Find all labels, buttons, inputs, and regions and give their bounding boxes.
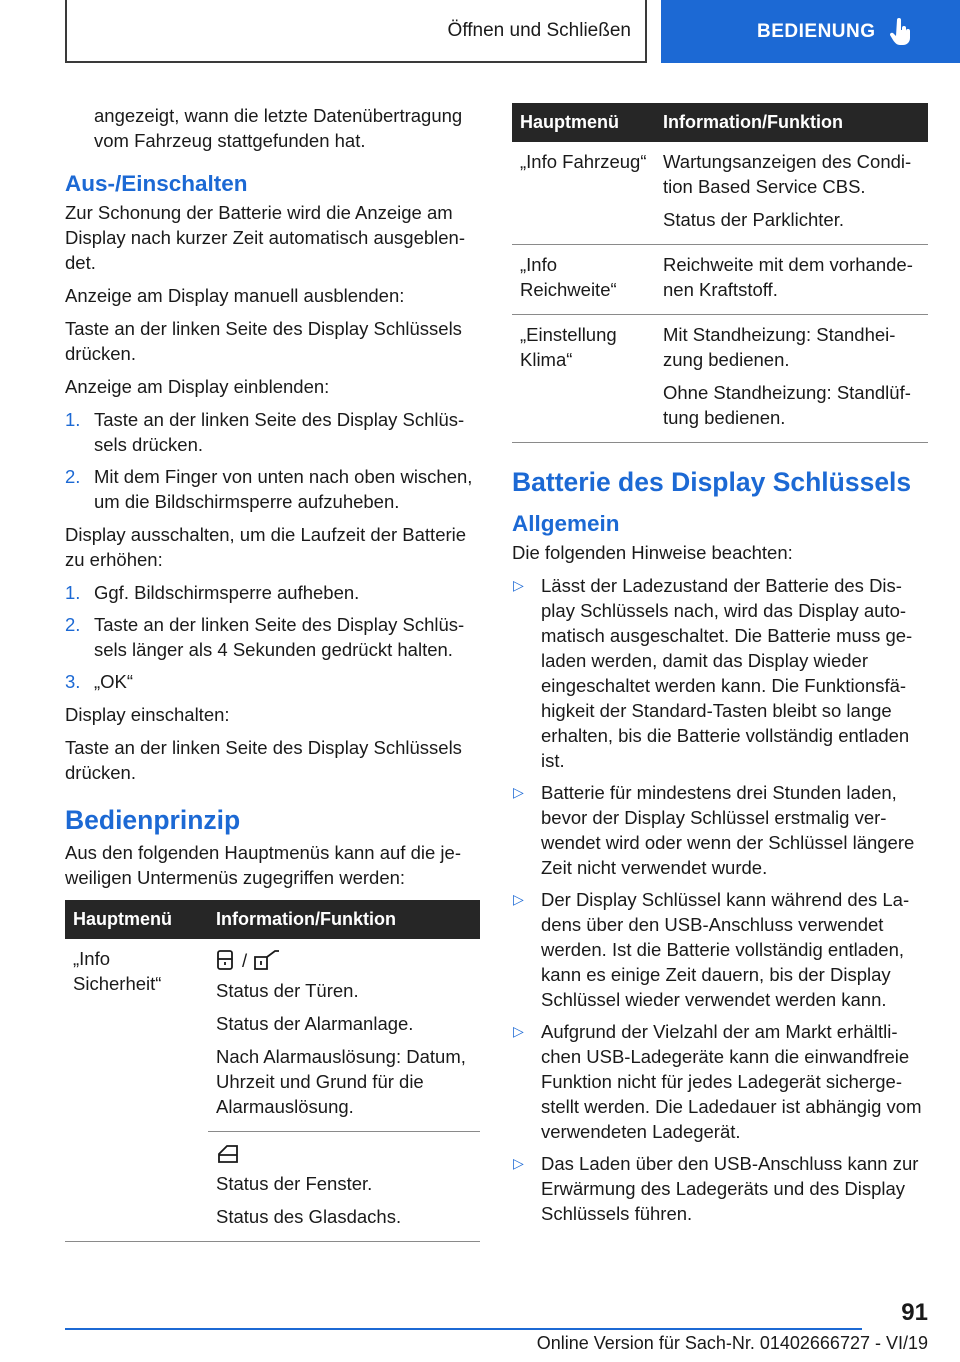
intro-text: angezeigt, wann die letzte Datenübertragung vom Fahrzeug stattgefunden hat. [94, 105, 463, 151]
bullet-marker: ▷ [513, 891, 524, 907]
table-header-function: Information/Funktion [655, 103, 928, 142]
list-text: Taste an der linken Seite des Display Schlüssels drücken. [94, 409, 465, 455]
paragraph: Display ausschalten, um die Laufzeit der Batterie zu erhöhen: [65, 524, 467, 570]
bullet-marker: ▷ [513, 1023, 524, 1039]
list-item [512, 780, 928, 880]
function-line: Status der Parklichter. [663, 209, 844, 230]
list-item [512, 573, 928, 773]
list-item [65, 612, 480, 662]
list-number: 1. [65, 409, 81, 430]
table-cell-function [655, 315, 928, 443]
header-section-title [65, 0, 647, 63]
list-text: Lässt der Ladezustand der Batterie des Display Schlüssels nach, wird das Display automatisch ausgeschaltet. Die Batterie muss geladen werden, damit das Display wieder eingeschaltet werden kann. Die Funktionsfähigkeit der Standard-Tasten bleibt so lange erhalten, bis die Batterie vollständig entladen ist. [541, 575, 913, 771]
heading-allgemein: Allgemein [512, 511, 620, 536]
function-line: Status der Türen. [216, 980, 359, 1001]
function-line: Status der Fenster. [216, 1173, 373, 1194]
list-number: 2. [65, 614, 81, 635]
footer-divider [65, 1328, 862, 1330]
menu-table [65, 900, 480, 1242]
function-line: Wartungsanzeigen des Condition Based Service CBS. [663, 151, 912, 197]
table-cell-function [655, 245, 928, 315]
list-item [512, 887, 928, 1012]
heading-aus-einschalten: Aus-/Einschalten [65, 171, 248, 196]
numbered-list [65, 580, 480, 694]
list-text: Aufgrund der Vielzahl der am Markt erhältlichen USB-Ladegeräte kann die einwandfreie Funktion nicht für jedes Ladegerät sichergestellt werden. Die Ladedauer ist abhängig vom verwendeten Ladegerät. [541, 1021, 922, 1142]
right-column [512, 103, 928, 1234]
table-header-function: Information/Funktion [208, 900, 480, 939]
table-cell-menu: „Info Sicherheit“ [65, 939, 208, 1242]
paragraph: Anzeige am Display einblenden: [65, 376, 330, 397]
list-text: Batterie für mindestens drei Stunden laden, bevor der Display Schlüssel erstmalig verwendet wird oder wenn der Schlüssel längere Zeit nicht verwendet wurde. [541, 782, 915, 878]
table-cell-function [655, 142, 928, 245]
bullet-marker: ▷ [513, 784, 524, 800]
paragraph: Anzeige am Display manuell ausblenden: [65, 285, 405, 306]
list-text: „OK“ [94, 671, 134, 692]
table-cell-menu: „Info Reichweite“ [512, 245, 655, 315]
table-row [65, 939, 480, 1132]
heading-batterie: Batterie des Display Schlüssels [512, 467, 912, 497]
list-text: Das Laden über den USB-Anschluss kann zur Erwärmung des Ladegeräts und des Display Schlüssels führen. [541, 1153, 919, 1224]
list-item [65, 580, 480, 605]
page-number: 91 [901, 1299, 928, 1326]
list-item [65, 464, 480, 514]
list-item [512, 1019, 928, 1144]
table-row [512, 315, 928, 443]
footer-online-version: Online Version für Sach-Nr. 01402666727 - VI/19 [536, 1333, 928, 1353]
window-icon [216, 1142, 240, 1164]
section-title: Öffnen und Schließen [447, 19, 631, 41]
table-cell-function [208, 939, 480, 1132]
list-number: 1. [65, 582, 81, 603]
door-open-icon [253, 949, 281, 971]
paragraph: Die folgenden Hinweise beachten: [512, 542, 793, 563]
chapter-title: BEDIENUNG [757, 20, 876, 42]
paragraph: Zur Schonung der Batterie wird die Anzeige am Display nach kurzer Zeit automatisch ausgeblendet. [65, 202, 466, 273]
paragraph: Aus den folgenden Hauptmenüs kann auf die jeweiligen Untermenüs zugegriffen werden: [65, 842, 461, 888]
bullet-marker: ▷ [513, 1155, 524, 1171]
paragraph: Taste an der linken Seite des Display Schlüssels drücken. [65, 318, 462, 364]
table-row [512, 142, 928, 245]
list-number: 2. [65, 466, 81, 487]
list-text: Mit dem Finger von unten nach oben wischen, um die Bildschirmsperre aufzuheben. [94, 466, 473, 512]
table-row [512, 245, 928, 315]
heading-bedienprinzip: Bedienprinzip [65, 805, 241, 835]
function-line: Status der Alarmanlage. [216, 1013, 414, 1034]
icon-separator: / [242, 949, 248, 971]
list-item [65, 669, 480, 694]
function-line: Mit Standheizung: Standheizung bedienen. [663, 324, 896, 370]
function-line: Ohne Standheizung: Standlüftung bedienen. [663, 382, 911, 428]
paragraph: Taste an der linken Seite des Display Schlüssels drücken. [65, 737, 462, 783]
table-cell-function [208, 1132, 480, 1242]
function-line: Nach Alarmauslösung: Datum, Uhrzeit und Grund für die Alarmauslösung. [216, 1046, 466, 1117]
numbered-list [65, 407, 480, 514]
function-line: Reichweite mit dem vorhandenen Kraftstoff. [663, 254, 913, 300]
hand-pointer-icon [890, 18, 912, 46]
list-item [512, 1151, 928, 1226]
door-closed-icon [216, 949, 236, 971]
table-cell-menu: „Info Fahrzeug“ [512, 142, 655, 245]
header-chapter-tab [661, 0, 960, 63]
list-item [65, 407, 480, 457]
table-header-menu: Hauptmenü [65, 900, 208, 939]
bullet-list [512, 573, 928, 1226]
bullet-marker: ▷ [513, 577, 524, 593]
list-number: 3. [65, 671, 81, 692]
table-cell-menu: „Einstellung Klima“ [512, 315, 655, 443]
list-text: Der Display Schlüssel kann während des Ladens über den USB-Anschluss verwendet werden. Ist die Batterie vollständig entladen, kann es einige Zeit dauern, bis der Display Schlüssel wieder verwendet werden kann. [541, 889, 910, 1010]
list-text: Taste an der linken Seite des Display Schlüssels länger als 4 Sekunden gedrückt halten. [94, 614, 465, 660]
table-header-menu: Hauptmenü [512, 103, 655, 142]
function-line: Status des Glasdachs. [216, 1206, 402, 1227]
left-column [65, 103, 480, 1242]
menu-table-continued [512, 103, 928, 443]
list-text: Ggf. Bildschirmsperre aufheben. [94, 582, 360, 603]
paragraph: Display einschalten: [65, 704, 230, 725]
